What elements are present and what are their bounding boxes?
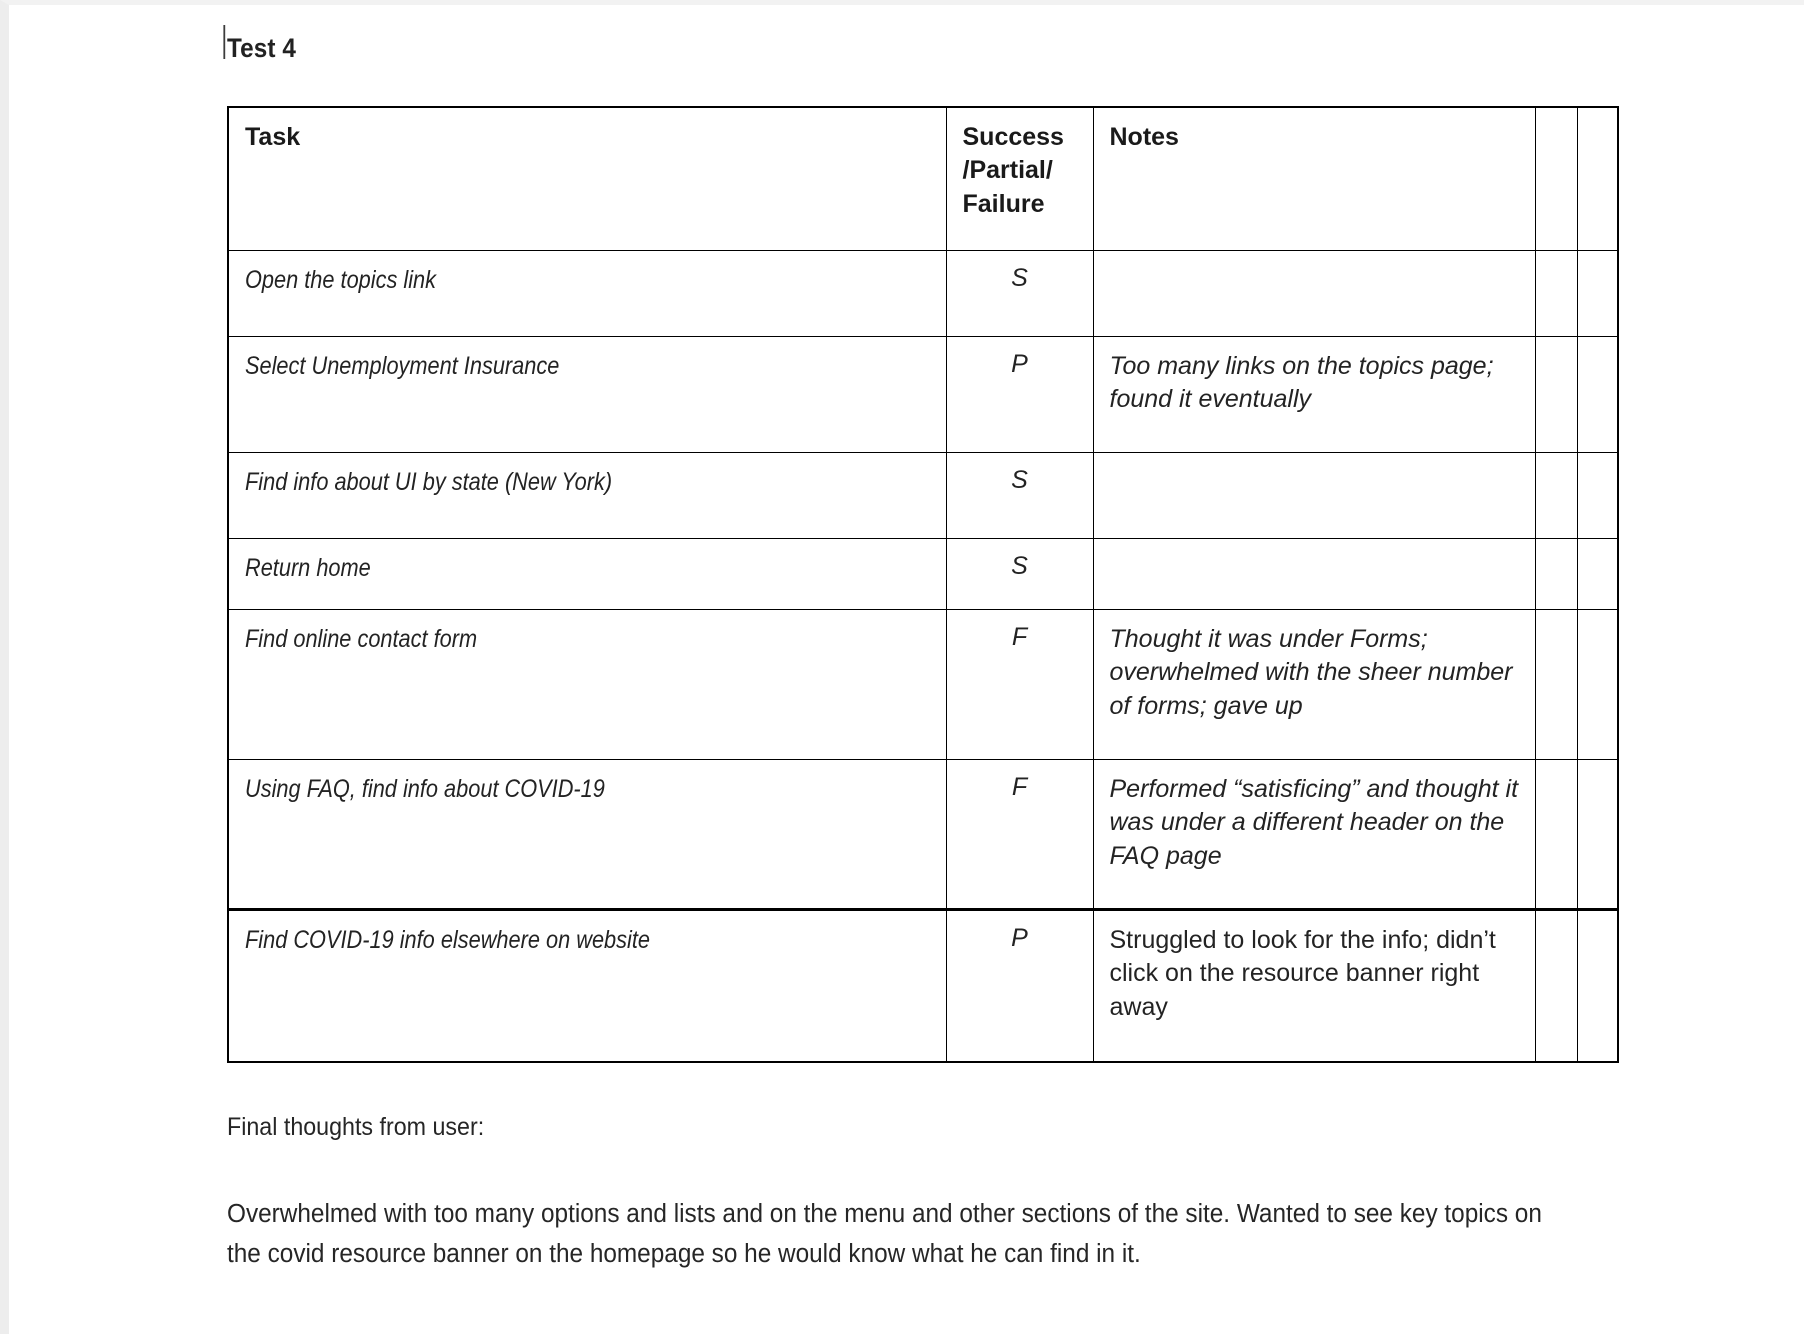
task-label: Return home — [245, 554, 371, 582]
test-results-table — [227, 106, 1619, 1063]
row-extra-cell-1 — [1535, 251, 1577, 337]
row-extra-cell-2 — [1577, 760, 1618, 910]
column-header-notes-label: Notes — [1109, 123, 1179, 151]
text-cursor — [223, 25, 225, 59]
notes-text: Struggled to look for the info; didn’t click on the resource banner right away — [1109, 926, 1496, 1021]
row-task-cell — [228, 760, 946, 910]
row-extra-cell-1 — [1535, 760, 1577, 910]
column-header-extra-1 — [1535, 107, 1577, 251]
column-header-task-label: Task — [245, 123, 301, 151]
row-extra-cell-2 — [1577, 910, 1618, 1062]
result-code: F — [1011, 773, 1028, 801]
row-result-cell — [946, 610, 1093, 760]
row-extra-cell-1 — [1535, 910, 1577, 1062]
column-header-result-line-2: /Partial/ — [962, 156, 1053, 185]
row-task-cell — [228, 453, 946, 539]
row-extra-cell-1 — [1535, 453, 1577, 539]
task-label: Using FAQ, find info about COVID-19 — [245, 775, 605, 803]
row-notes-cell — [1093, 760, 1535, 910]
result-code: P — [1011, 350, 1028, 378]
column-header-result-line-1: Success — [962, 123, 1064, 151]
page-title-text: Test 4 — [227, 33, 296, 63]
row-task-cell — [228, 610, 946, 760]
row-result-cell — [946, 453, 1093, 539]
row-notes-cell — [1093, 910, 1535, 1062]
table-row — [228, 760, 1618, 910]
column-header-notes — [1093, 107, 1535, 251]
task-label: Open the topics link — [245, 266, 437, 294]
row-task-cell — [228, 251, 946, 337]
result-code: S — [1011, 264, 1028, 292]
row-result-cell — [946, 760, 1093, 910]
column-header-task — [228, 107, 946, 251]
row-extra-cell-1 — [1535, 539, 1577, 610]
task-label: Find online contact form — [245, 625, 478, 653]
table-row — [228, 337, 1618, 453]
result-code: S — [1011, 552, 1028, 580]
row-extra-cell-1 — [1535, 337, 1577, 453]
column-header-extra-2 — [1577, 107, 1618, 251]
row-result-cell — [946, 910, 1093, 1062]
page-title — [227, 33, 296, 64]
row-extra-cell-2 — [1577, 337, 1618, 453]
row-task-cell — [228, 539, 946, 610]
result-code: F — [1011, 623, 1028, 651]
notes-text: Thought it was under Forms; overwhelmed with the sheer number of forms; gave up — [1109, 625, 1513, 720]
row-extra-cell-2 — [1577, 251, 1618, 337]
task-label: Find info about UI by state (New York) — [245, 468, 613, 496]
table-row — [228, 910, 1618, 1062]
document-content — [227, 33, 1647, 1274]
row-result-cell — [946, 251, 1093, 337]
row-task-cell — [228, 337, 946, 453]
table-row — [228, 453, 1618, 539]
row-result-cell — [946, 539, 1093, 610]
row-task-cell — [228, 910, 946, 1062]
table-row — [228, 610, 1618, 760]
table-row — [228, 251, 1618, 337]
row-notes-cell — [1093, 610, 1535, 760]
table-row — [228, 539, 1618, 610]
task-label: Find COVID-19 info elsewhere on website — [245, 926, 650, 954]
row-extra-cell-2 — [1577, 539, 1618, 610]
row-notes-cell — [1093, 337, 1535, 453]
notes-text: Too many links on the topics page; found it eventually — [1109, 352, 1494, 414]
result-code: S — [1011, 466, 1028, 494]
row-notes-cell — [1093, 539, 1535, 610]
notes-text: Performed “satisficing” and thought it was under a different header on the FAQ page — [1109, 775, 1519, 870]
row-notes-cell — [1093, 453, 1535, 539]
final-thoughts-paragraph: Overwhelmed with too many options and lists and on the menu and other sections of the site. Wanted to see key topics on the covid resource banner on the homepage so he would know what he can find in it. — [227, 1199, 1542, 1268]
row-result-cell — [946, 337, 1093, 453]
column-header-result-line-3: Failure — [962, 189, 1045, 218]
final-thoughts-label: Final thoughts from user: — [227, 1112, 485, 1141]
row-extra-cell-2 — [1577, 610, 1618, 760]
row-extra-cell-2 — [1577, 453, 1618, 539]
table-header-row — [228, 107, 1618, 251]
row-extra-cell-1 — [1535, 610, 1577, 760]
row-notes-cell — [1093, 251, 1535, 337]
result-code: P — [1011, 924, 1028, 952]
column-header-result — [946, 107, 1093, 251]
task-label: Select Unemployment Insurance — [245, 352, 560, 380]
